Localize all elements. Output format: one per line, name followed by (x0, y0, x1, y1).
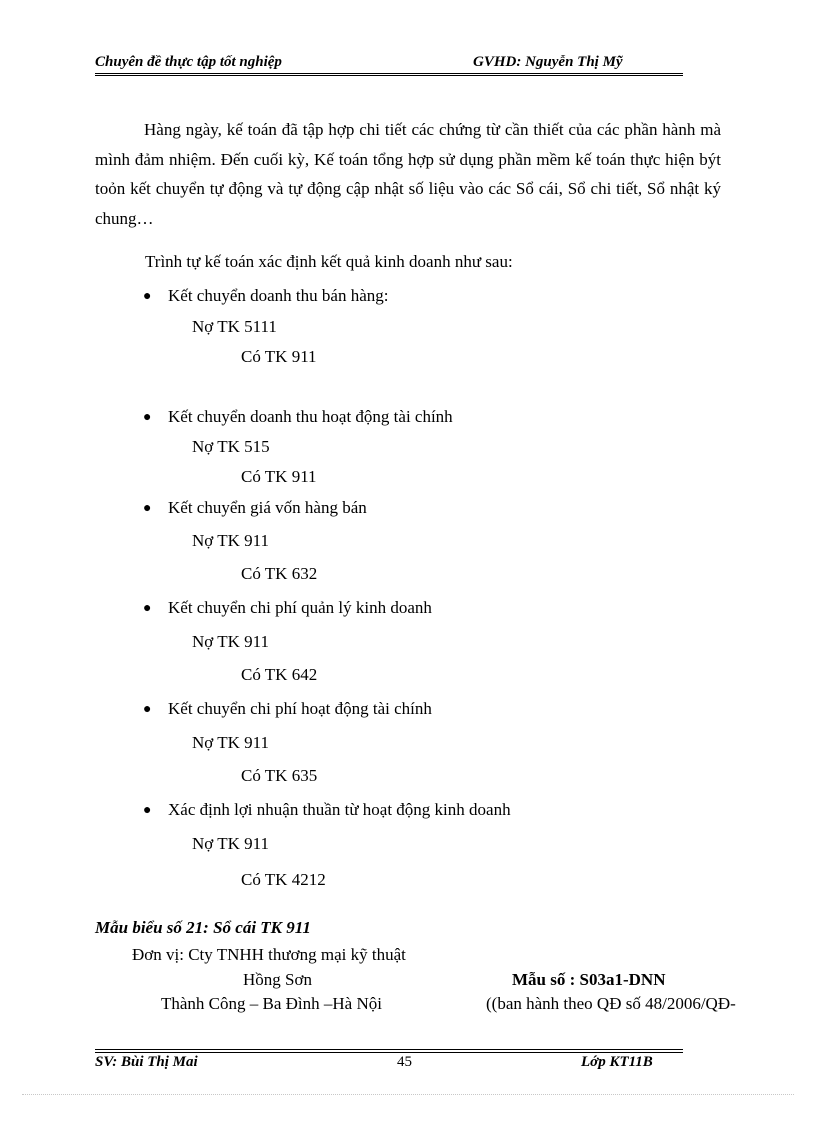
bullet-icon: ● (143, 289, 152, 304)
entry-credit: Có TK 911 (241, 347, 317, 366)
bullet-icon: ● (143, 501, 152, 516)
entry-title-text: Kết chuyển doanh thu bán hàng: (168, 286, 389, 305)
entry-debit: Nợ TK 5111 (192, 317, 277, 336)
entry-title-text: Xác định lợi nhuận thuần từ hoạt động kinh doanh (168, 800, 511, 819)
entry-title (143, 407, 453, 427)
entry-title (143, 800, 511, 820)
header-rule (95, 73, 683, 74)
body-paragraph: Hàng ngày, kế toán đã tập hợp chi tiết các chứng từ cần thiết của các phần hành mà mình đảm nhiệm. Đến cuối kỳ, Kế toán tổng hợp sử dụng phần mềm kế toán thực hiện být toỏn kết chuyển tự động và tự động cập nhật số liệu vào các Sổ cái, Sổ chi tiết, Sổ nhật ký chung… (95, 120, 721, 228)
entry-title-text: Kết chuyển giá vốn hàng bán (168, 498, 367, 517)
footer-class: Lớp KT11B (581, 1054, 653, 1070)
entry-credit: Có TK 632 (241, 564, 318, 583)
footer-rule (95, 1052, 683, 1053)
unit-address: Thành Công – Ba Đình –Hà Nội (161, 994, 382, 1013)
unit-name-continued: Hồng Sơn (243, 970, 312, 989)
bullet-icon: ● (143, 410, 152, 425)
entry-debit: Nợ TK 911 (192, 733, 269, 752)
entry-credit: Có TK 642 (241, 665, 318, 684)
page-edge-divider (22, 1094, 794, 1095)
bullet-icon: ● (143, 601, 152, 616)
page-footer (95, 1054, 683, 1076)
entry-title-text: Kết chuyển chi phí hoạt động tài chính (168, 699, 432, 718)
entry-credit: Có TK 911 (241, 467, 317, 486)
entry-debit: Nợ TK 911 (192, 531, 269, 550)
entry-title (143, 598, 432, 618)
page-number: 45 (397, 1054, 412, 1070)
bullet-icon: ● (143, 803, 152, 818)
entry-title-text: Kết chuyển doanh thu hoạt động tài chính (168, 407, 453, 426)
bullet-icon: ● (143, 702, 152, 717)
footer-student: SV: Bùi Thị Mai (95, 1054, 198, 1070)
entry-title-text: Kết chuyển chi phí quản lý kinh doanh (168, 598, 432, 617)
header-topic: Chuyên đề thực tập tốt nghiệp (95, 54, 282, 70)
page-header (95, 52, 683, 74)
entry-debit: Nợ TK 911 (192, 632, 269, 651)
entry-debit: Nợ TK 911 (192, 834, 269, 853)
unit-name: Đơn vị: Cty TNHH thương mại kỹ thuật (132, 945, 406, 964)
entry-debit: Nợ TK 515 (192, 437, 270, 456)
header-rule (95, 75, 683, 76)
footer-rule (95, 1049, 683, 1050)
header-supervisor: GVHD: Nguyễn Thị Mỹ (473, 54, 623, 70)
entry-title (143, 286, 388, 306)
form-number: Mẫu số : S03a1-DNN (512, 970, 666, 989)
entry-title (143, 699, 432, 719)
form-caption: Mẫu biểu số 21: Sổ cái TK 911 (95, 918, 311, 937)
entry-title (143, 498, 367, 518)
form-issued-by: ((ban hành theo QĐ số 48/2006/QĐ- (486, 994, 736, 1013)
entry-credit: Có TK 635 (241, 766, 318, 785)
entry-credit: Có TK 4212 (241, 870, 326, 889)
procedure-intro: Trình tự kế toán xác định kết quả kinh doanh như sau: (145, 252, 513, 271)
